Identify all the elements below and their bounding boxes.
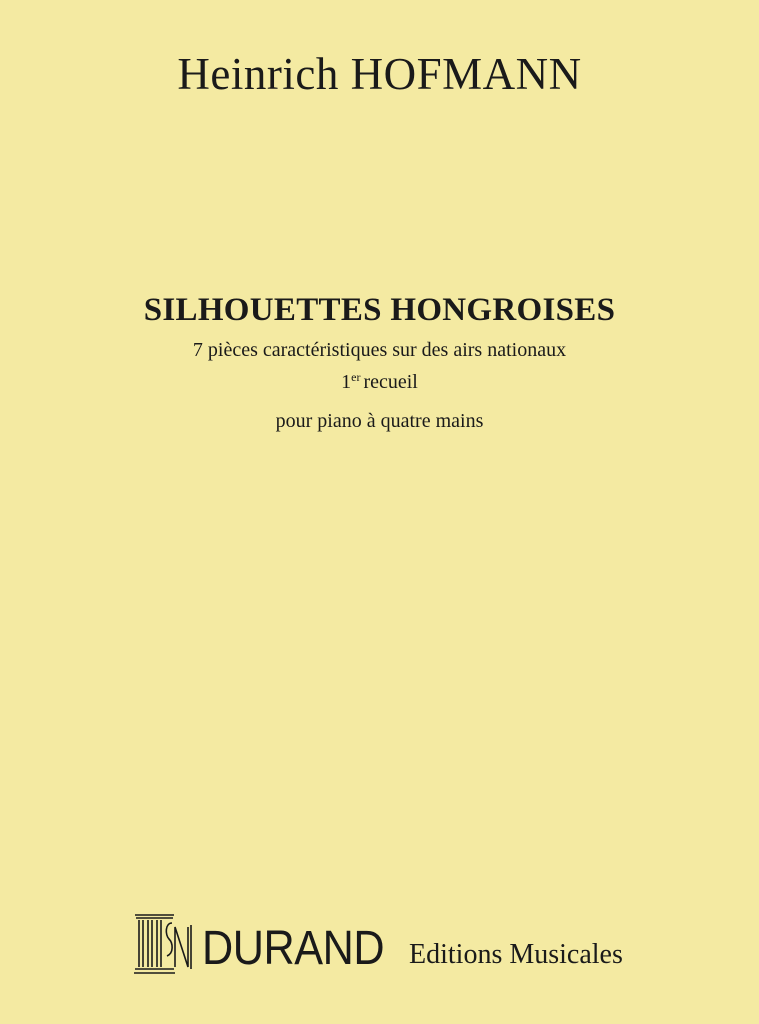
publisher-block	[134, 905, 623, 975]
publisher-name: DURAND	[202, 922, 385, 975]
work-title: SILHOUETTES HONGROISES	[143, 292, 616, 328]
durand-columns-logo-icon	[134, 909, 194, 975]
volume-suffix: er	[351, 370, 361, 384]
volume-number: 1	[341, 371, 352, 393]
volume-line	[0, 370, 759, 394]
work-subtitle: 7 pièces caractéristiques sur des airs nationaux	[192, 339, 567, 361]
publisher-tagline: Editions Musicales	[409, 939, 623, 970]
volume-label: recueil	[363, 371, 418, 393]
instrumentation: pour piano à quatre mains	[275, 410, 484, 432]
composer-name: Heinrich HOFMANN	[177, 49, 582, 99]
